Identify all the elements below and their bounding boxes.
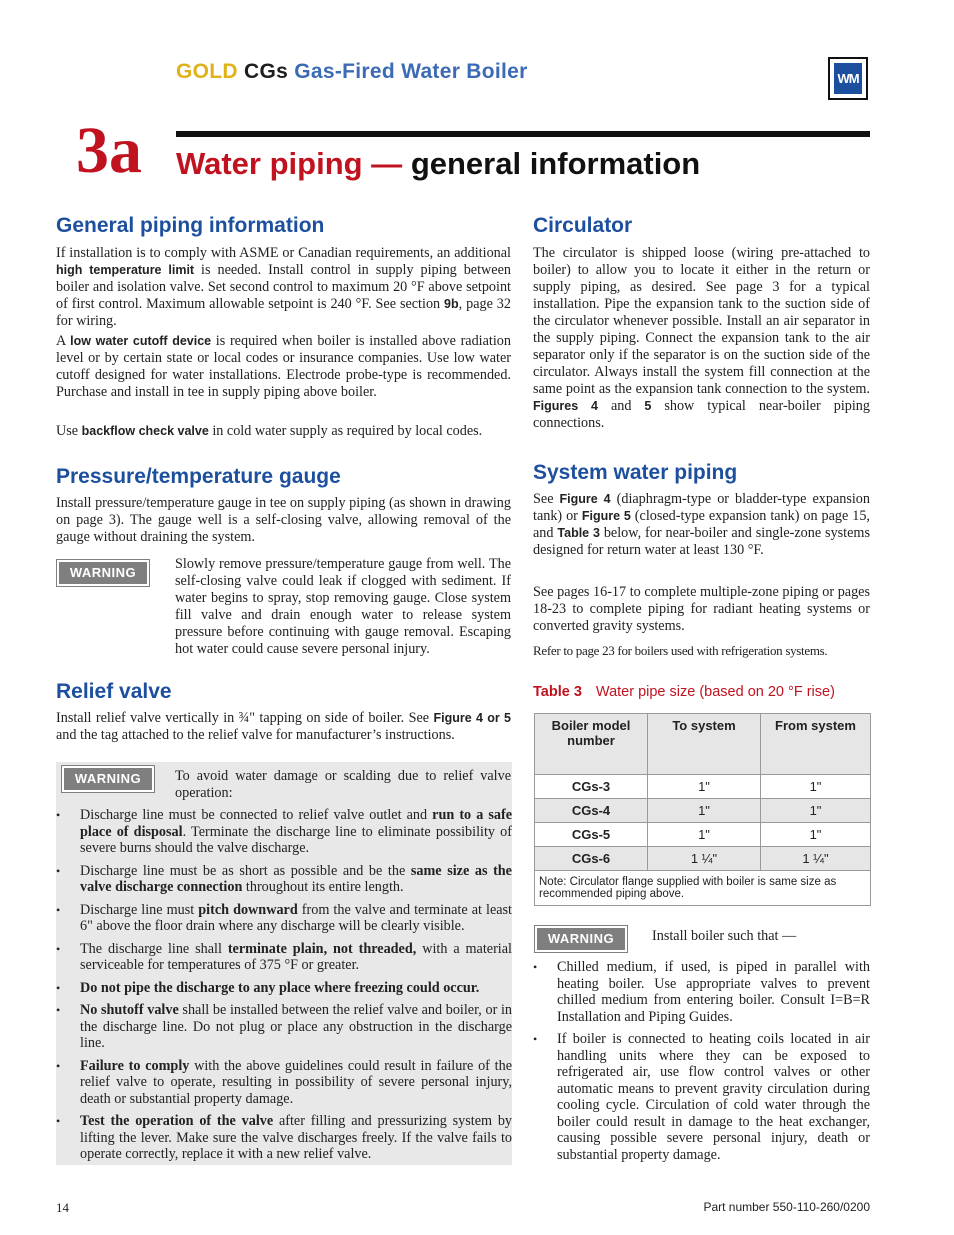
system-heading: System water piping (533, 461, 738, 484)
page-number: 14 (56, 1200, 69, 1215)
relief-bullet: • Do not pipe the discharge to any place where freezing could occur. (56, 980, 512, 997)
install-bullet: • If boiler is connected to heating coils located in air handling units where they can be exposed to refrigerated air, use flow control valves or other automatic means to prevent gravity circulation during cooling cycle. Circulation of cold water through the boiler could result in damage to the heat exchanger, causing possible severe personal injury, death or substantial property damage. (533, 1031, 870, 1163)
brand-title: Gas-Fired Water Boiler (294, 60, 528, 83)
table-row: CGs-3 1" 1" (535, 775, 871, 799)
section-title (176, 146, 700, 182)
relief-warning-badge: WARNING (62, 766, 154, 792)
table3-header: From system (761, 714, 871, 775)
table-row: CGs-4 1" 1" (535, 799, 871, 823)
install-warning-text: Install boiler such that — (652, 928, 797, 944)
table-row: CGs-5 1" 1" (535, 823, 871, 847)
install-warning-badge: WARNING (535, 926, 627, 952)
section-title-red: Water piping — (176, 146, 403, 181)
table3-caption (533, 684, 835, 700)
wm-logo (828, 57, 868, 100)
relief-bullet: • The discharge line shall terminate plain, not threaded, with a material serviceable for temperatures of 375 °F or greater. (56, 941, 512, 974)
wm-logo-mark: WM (834, 63, 862, 94)
general-para-1: If installation is to comply with ASME or Canadian requirements, an additional high temperature limit is needed. Install control in supply piping between boiler and isolation valve. Set second control to maximum 20 °F above setpoint of first control. Maximum allowable setpoint is 240 °F. See section 9b, page 32 for wiring. (56, 245, 511, 329)
document-header (176, 60, 528, 84)
system-para-2: See pages 16-17 to complete multiple-zone piping or pages 18-23 to complete piping for radiant heating systems or converted gravity systems. (533, 584, 870, 634)
circulator-para-1: The circulator is shipped loose (wiring pre-attached to boiler) to allow you to locate it either in the return or supply piping, as desired. See page 3 for a typical installation. Pipe the expansion tank to the suction side of the circulator whenever possible. Install an air separator in the supply piping. Connect the expansion tank to the air separator only if the separator is on the suction side of the circulator. Always install the system fill connection at the same point as the expansion tank connection to the system. Figures 4 and 5 show typical near-boiler piping connections. (533, 245, 870, 431)
gauge-para-1: Install pressure/temperature gauge in tee on supply piping (as shown in drawing on page 3). The gauge well is a self-closing valve, allowing removal of the gauge without draining the system. (56, 495, 511, 545)
brand-gold: GOLD (176, 60, 238, 83)
relief-bullet: • Discharge line must be as short as possible and be the same size as the valve discharge connection throughout its entire length. (56, 863, 512, 896)
relief-heading: Relief valve (56, 680, 172, 703)
relief-bullet: • Test the operation of the valve after filling and pressurizing system by lifting the lever. Make sure the valve discharges freely. If the valve fails to operate correctly, replace it with a new relief valve. (56, 1113, 512, 1163)
relief-bullet: • Discharge line must be connected to relief valve outlet and run to a safe place of disposal. Terminate the discharge line to eliminate possibility of severe burns should the valve discharge. (56, 807, 512, 857)
part-number: Part number 550-110-260/0200 (703, 1200, 870, 1214)
circulator-heading: Circulator (533, 214, 633, 237)
table3-note: Note: Circulator flange supplied with boiler is same size as recommended piping above. (535, 871, 871, 906)
system-para-1: See Figure 4 (diaphragm-type or bladder-type expansion tank) or Figure 5 (closed-type expansion tank) on page 15, and Table 3 below, for near-boiler and single-zone systems designed for return water at least 130 °F. (533, 491, 870, 558)
section-title-black: general information (410, 146, 701, 181)
relief-bullet-list (56, 807, 512, 1169)
table3-title: Water pipe size (based on 20 °F rise) (595, 684, 835, 700)
install-bullet: • Chilled medium, if used, is piped in parallel with heating boiler. Use appropriate valves to prevent chilled medium from entering boiler. Consult I=B=R Installation and Piping Guides. (533, 959, 870, 1025)
gauge-heading: Pressure/temperature gauge (56, 465, 341, 488)
brand-model: CGs (244, 60, 289, 83)
table3-label: Table 3 (533, 684, 582, 700)
gauge-warning-text: Slowly remove pressure/temperature gauge from well. The self-closing valve could leak if clogged with sediment. If water begins to spray, stop removing gauge. Close system fill valve and drain enough water to release system pressure before continuing with gauge removal. Escaping hot water could cause severe personal injury. (175, 556, 511, 657)
table-row: CGs-6 1 ¼" 1 ¼" (535, 847, 871, 871)
relief-bullet: • Discharge line must pitch downward from the valve and terminate at least 6" above the floor drain where any discharge will be clearly visible. (56, 902, 512, 935)
general-heading: General piping information (56, 214, 325, 237)
install-bullet-list (533, 959, 870, 1169)
relief-bullet: • Failure to comply with the above guidelines could result in failure of the relief valve to operate, resulting in possibility of severe personal injury, death or substantial property damage. (56, 1058, 512, 1108)
table3-header: Boiler model number (535, 714, 648, 775)
relief-warning-text: To avoid water damage or scalding due to relief valve operation: (175, 768, 511, 801)
system-para-3: Refer to page 23 for boilers used with refrigeration systems. (533, 643, 828, 658)
relief-para-1: Install relief valve vertically in ¾" tapping on side of boiler. See Figure 4 or 5 and the tag attached to the relief valve for manufacturer’s instructions. (56, 710, 511, 743)
water-pipe-size-table (534, 713, 871, 906)
general-para-3: Use backflow check valve in cold water supply as required by local codes. (56, 423, 483, 439)
gauge-warning-badge: WARNING (57, 560, 149, 586)
table3-header: To system (648, 714, 761, 775)
relief-bullet: • No shutoff valve shall be installed between the relief valve and boiler, or in the discharge line. Do not plug or place any obstruction in the discharge line. (56, 1002, 512, 1052)
section-number: 3a (76, 114, 142, 187)
general-para-2: A low water cutoff device is required when boiler is installed above radiation level or by certain state or local codes or insurance companies. Use low water cutoff designed for water installations. Electrode probe-type is recommended. Purchase and install in tee in supply piping above boiler. (56, 333, 511, 400)
section-rule (176, 131, 870, 137)
